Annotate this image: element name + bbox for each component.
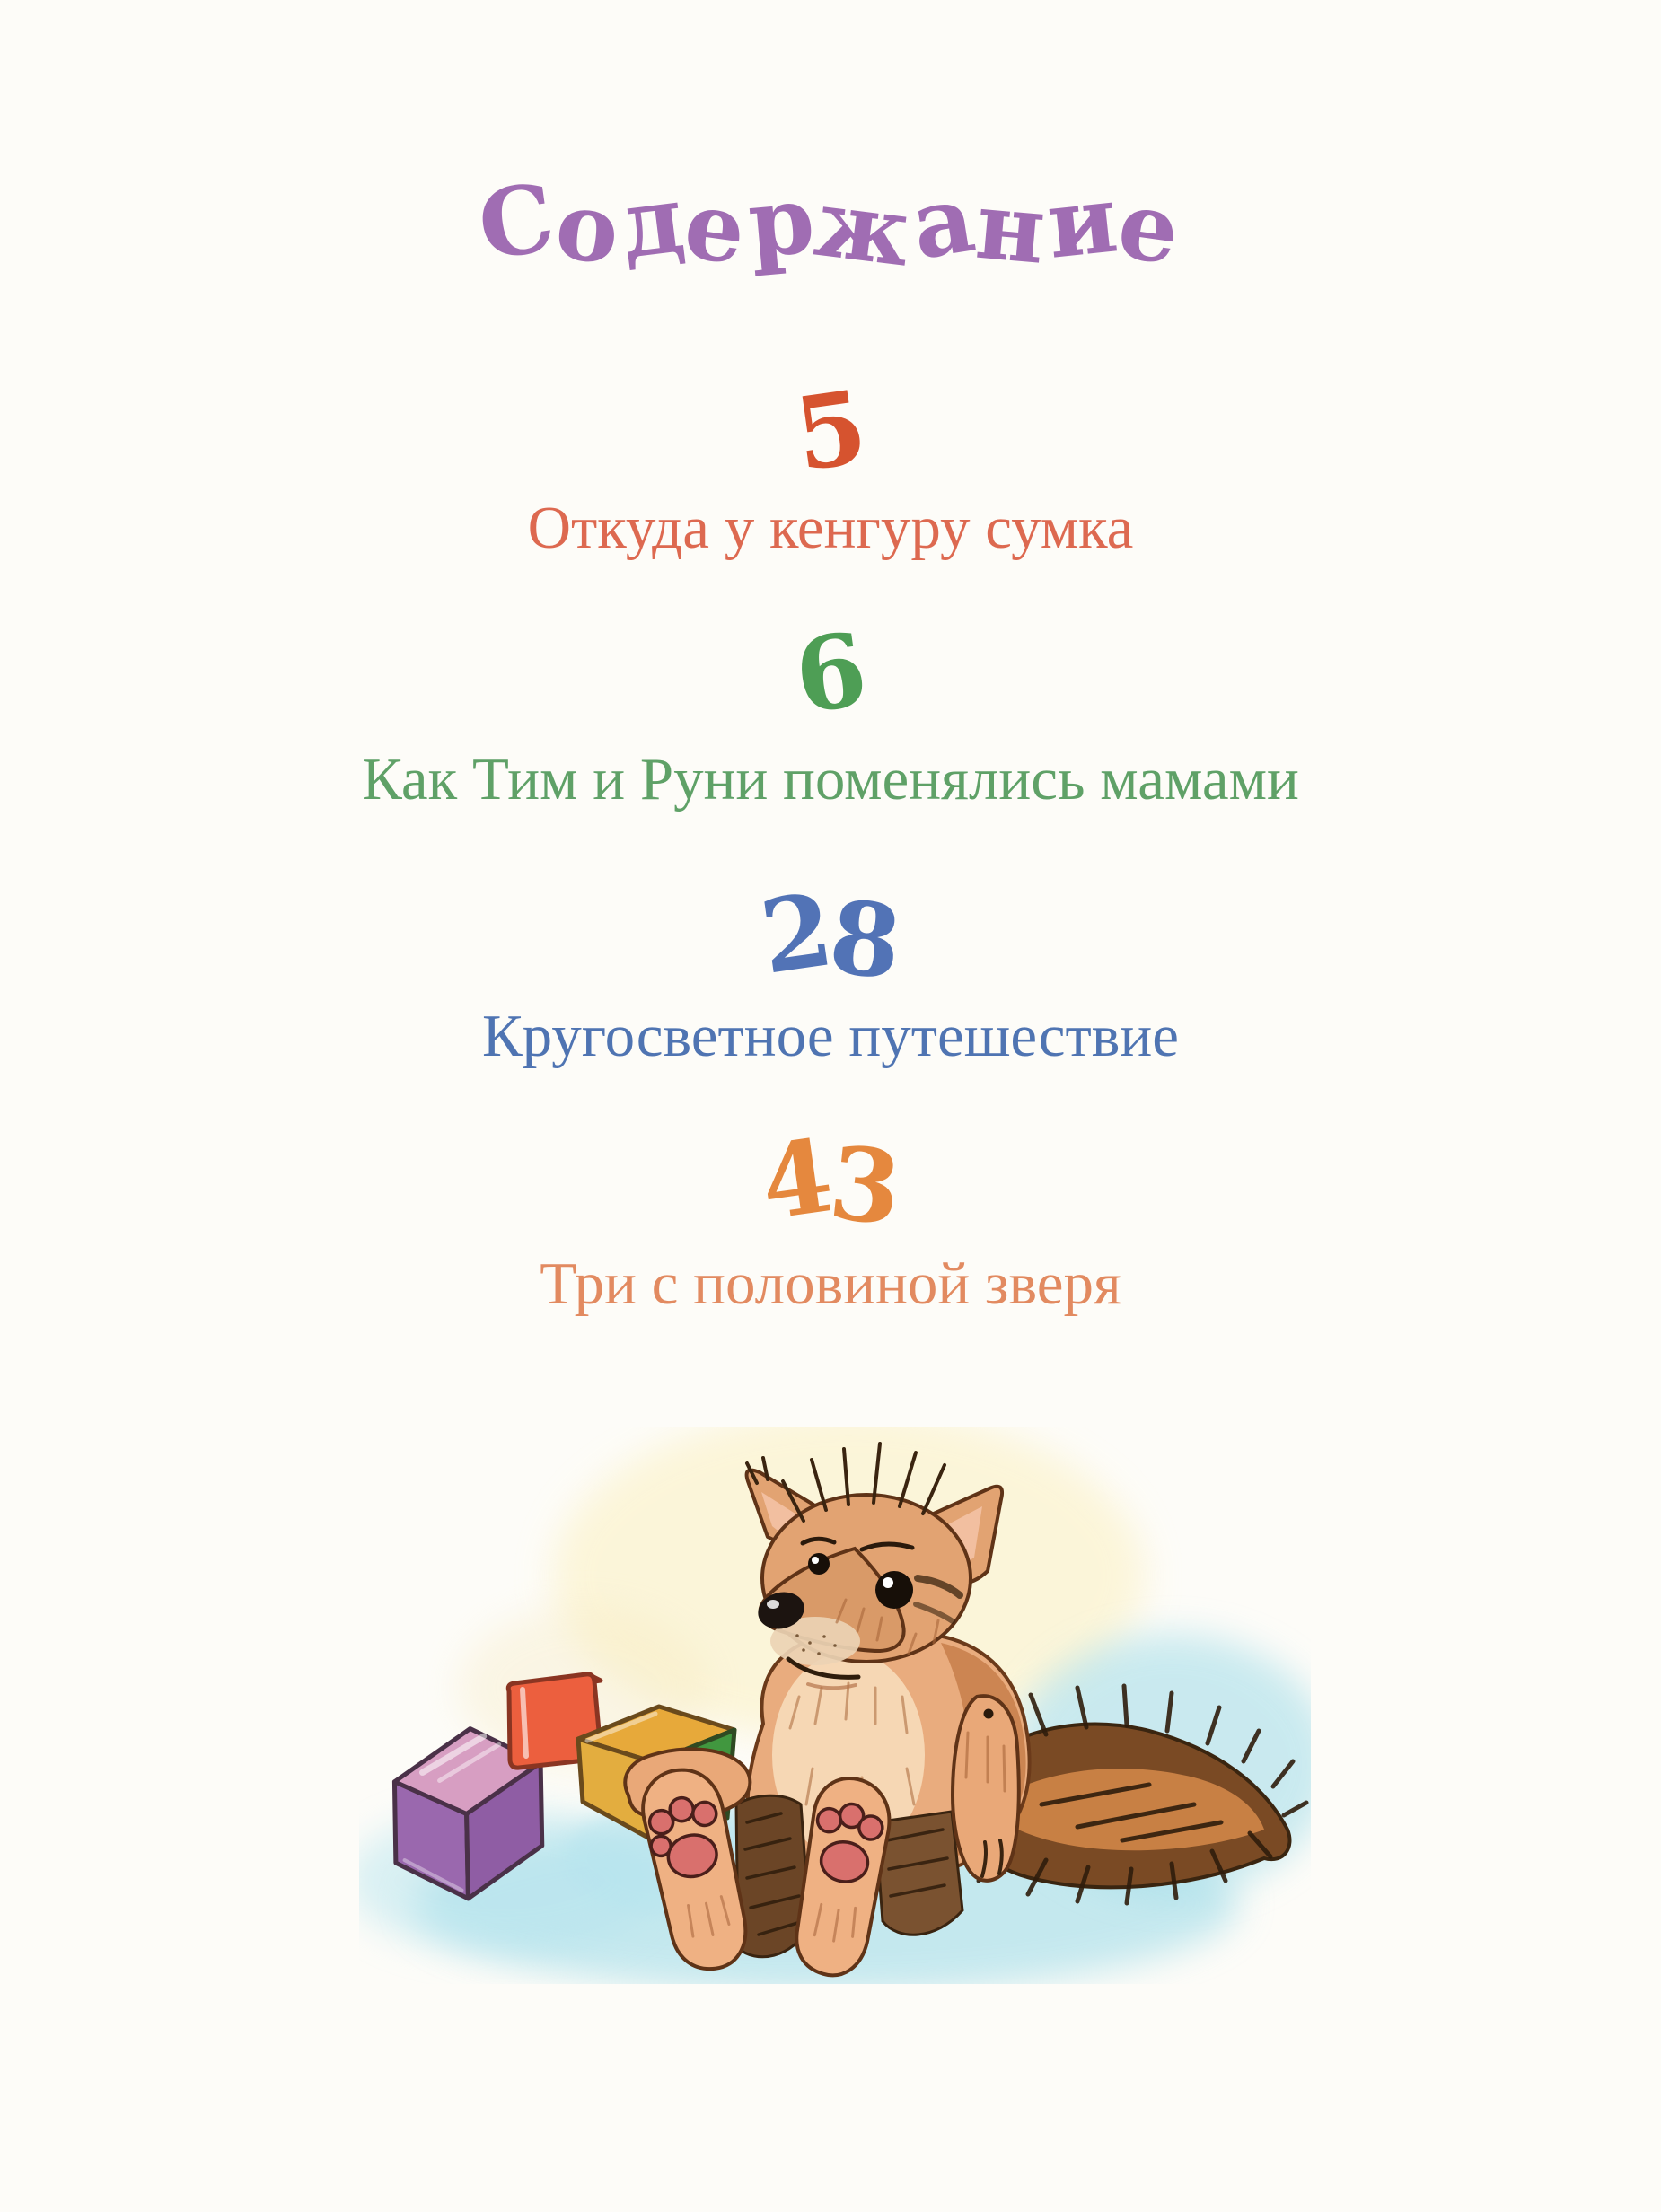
page-title: Содержание [471,161,1189,289]
page-number-entry-4: 43 [753,1117,905,1249]
page-number-entry-2: 6 [787,610,873,737]
entry-title-2: Как Тим и Руни поменялись мамами [362,746,1299,812]
page-number-entry-3: 28 [753,871,905,1003]
puppy-right-arm [953,1696,1019,1881]
entry-title-1: Откуда у кенгуру сумка [527,495,1134,561]
entry-title-4: Три с половиной зверя [540,1251,1121,1317]
puppy-illustration [359,1427,1311,1984]
entry-title-3: Кругосветное путешествие [481,1003,1180,1069]
page-number-entry-1: 5 [787,368,873,495]
